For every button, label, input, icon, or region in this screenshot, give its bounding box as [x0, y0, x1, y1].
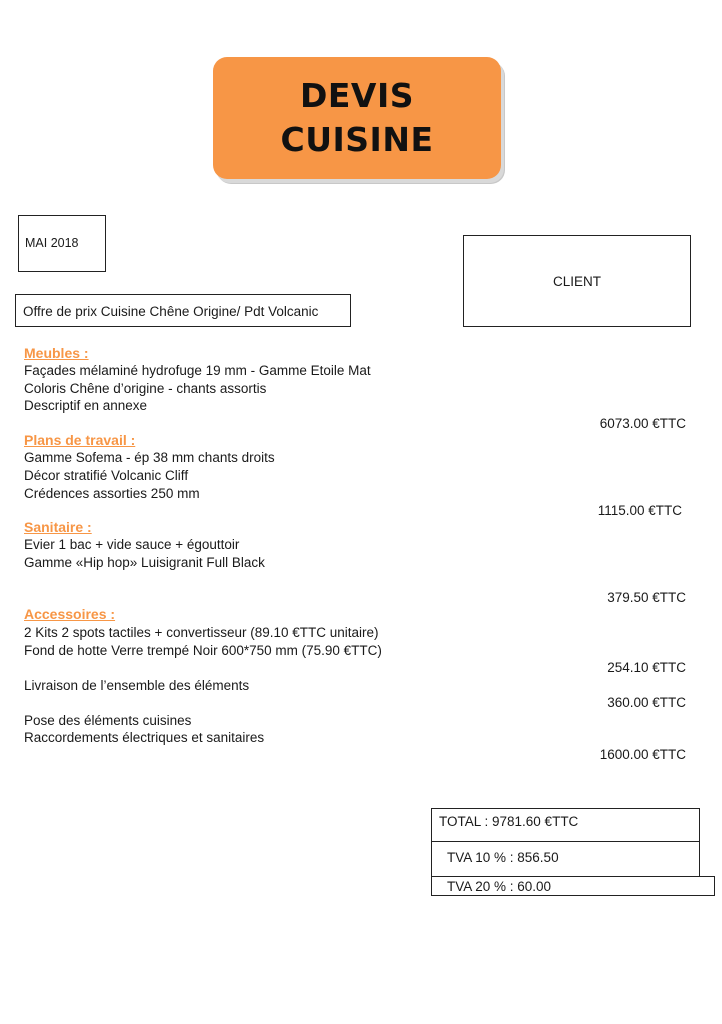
tva20-box: [431, 876, 715, 896]
line-item: 2 Kits 2 spots tactiles + convertisseur (89.10 €TTC unitaire): [24, 625, 379, 640]
line-item: Fond de hotte Verre trempé Noir 600*750 mm (75.90 €TTC): [24, 643, 382, 658]
client-box: [463, 235, 691, 327]
price-pose: 1600.00 €TTC: [599, 747, 686, 762]
line-item: Evier 1 bac + vide sauce + égouttoir: [24, 537, 240, 552]
line-item: Livraison de l’ensemble des éléments: [24, 678, 250, 693]
price-sanitaire: 379.50 €TTC: [607, 590, 686, 605]
total-text: TOTAL : 9781.60 €TTC: [439, 814, 579, 829]
offer-text: Offre de prix Cuisine Chêne Origine/ Pdt Volcanic: [23, 304, 319, 319]
title-banner: [213, 57, 501, 179]
line-item: Descriptif en annexe: [24, 398, 148, 413]
tva10-text: TVA 10 % : 856.50: [447, 850, 559, 865]
title-line-1: DEVIS: [299, 76, 415, 115]
line-item: Décor stratifié Volcanic Cliff: [24, 468, 189, 483]
price-livraison: 360.00 €TTC: [607, 695, 686, 710]
line-item: Crédences assorties 250 mm: [24, 486, 200, 501]
total-box: [431, 808, 700, 842]
line-item: Gamme «Hip hop» Luisigranit Full Black: [24, 555, 265, 570]
price-meubles: 6073.00 €TTC: [599, 416, 686, 431]
section-heading-plans: Plans de travail :: [24, 432, 136, 448]
date-box: [18, 215, 106, 272]
section-heading-accessoires: Accessoires :: [24, 606, 116, 622]
tva10-box: [431, 841, 700, 877]
section-heading-meubles: Meubles :: [24, 345, 89, 361]
date-text: MAI 2018: [25, 236, 79, 250]
tva20-text: TVA 20 % : 60.00: [447, 879, 552, 894]
line-item: Pose des éléments cuisines: [24, 713, 192, 728]
title-line-2: CUISINE: [280, 120, 434, 159]
client-text: CLIENT: [552, 273, 601, 289]
line-item: Coloris Chêne d’origine - chants assortis: [24, 381, 267, 396]
line-item: Gamme Sofema - ép 38 mm chants droits: [24, 450, 275, 465]
line-item: Façades mélaminé hydrofuge 19 mm - Gamme Etoile Mat: [24, 363, 371, 378]
price-plans: 1115.00 €TTC: [597, 503, 682, 518]
price-accessoires: 254.10 €TTC: [607, 660, 686, 675]
line-item: Raccordements électriques et sanitaires: [24, 730, 265, 745]
section-heading-sanitaire: Sanitaire :: [24, 519, 92, 535]
offer-box: [15, 294, 351, 327]
